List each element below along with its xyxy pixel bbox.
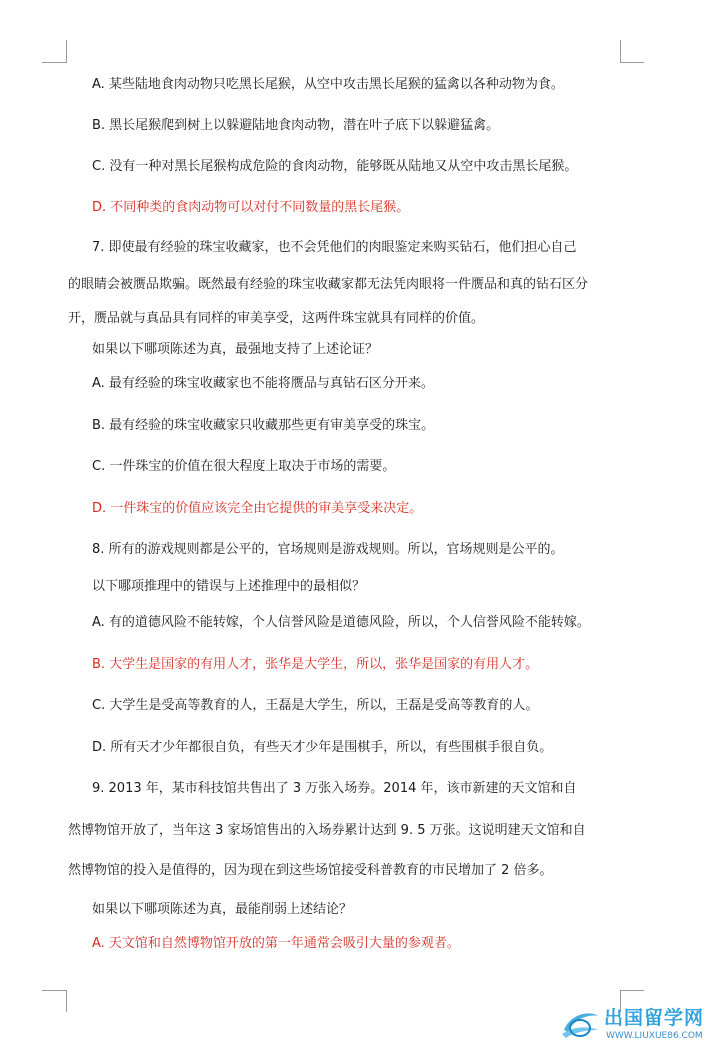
q7-option-a: A. 最有经验的珠宝收藏家也不能将赝品与真钻石区分开来。	[92, 376, 434, 391]
q9-question: 如果以下哪项陈述为真，最能削弱上述结论？	[92, 902, 353, 917]
q9-stem-line-1: 9. 2013 年，某市科技馆共售出了 3 万张入场券。2014 年，该市新建的天文馆和自	[92, 781, 577, 796]
q9-option-a-answer: A. 天文馆和自然博物馆开放的第一年通常会吸引大量的参观者。	[92, 936, 460, 951]
q7-stem-line-1: 7. 即使最有经验的珠宝收藏家，也不会凭他们的肉眼鉴定来购买钻石，他们担心自己	[92, 240, 577, 255]
crop-mark-top-right-h	[620, 62, 644, 63]
q6-option-a: A. 某些陆地食肉动物只吃黑长尾猴，从空中攻击黑长尾猴的猛禽以各种动物为食。	[92, 77, 564, 92]
q7-question: 如果以下哪项陈述为真，最强地支持了上述论证？	[92, 342, 379, 357]
crop-mark-top-left-v	[66, 40, 67, 63]
watermark-title: 出国留学网	[604, 1007, 705, 1029]
crop-mark-top-right-v	[620, 40, 621, 63]
q8-option-b-answer: B. 大学生是国家的有用人才，张华是大学生，所以，张华是国家的有用人才。	[92, 657, 539, 672]
q7-option-c: C. 一件珠宝的价值在很大程度上取决于市场的需要。	[92, 459, 396, 474]
crop-mark-bottom-right-h	[620, 990, 644, 991]
q6-option-b: B. 黑长尾猴爬到树上以躲避陆地食肉动物，潜在叶子底下以躲避猛禽。	[92, 118, 500, 133]
q7-option-d-answer: D. 一件珠宝的价值应该完全由它提供的审美享受来决定。	[92, 501, 423, 516]
q7-stem-line-2: 的眼睛会被赝品欺骗。既然最有经验的珠宝收藏家都无法凭肉眼将一件赝品和真的钻石区分	[68, 277, 589, 292]
watermark	[560, 1006, 716, 1044]
q9-stem-line-2: 然博物馆开放了，当年这 3 家场馆售出的入场券累计达到 9. 5 万张。这说明建天文馆和自	[68, 823, 586, 838]
crop-mark-bottom-left-v	[66, 990, 67, 1012]
watermark-url: WWW.LIUXUE86.COM	[606, 1031, 703, 1041]
q8-question: 以下哪项推理中的错误与上述推理中的最相似？	[92, 579, 366, 594]
q7-stem-line-3: 开，赝品就与真品具有同样的审美享受，这两件珠宝就具有同样的价值。	[68, 311, 485, 326]
q6-option-d-answer: D. 不同种类的食肉动物可以对付不同数量的黑长尾猴。	[92, 200, 410, 215]
q9-stem-line-3: 然博物馆的投入是值得的，因为现在到这些场馆接受科普教育的市民增加了 2 倍多。	[68, 863, 553, 878]
crop-mark-top-left-h	[42, 62, 66, 63]
crop-mark-bottom-left-h	[42, 990, 66, 991]
q8-option-a: A. 有的道德风险不能转嫁，个人信誉风险是道德风险，所以，个人信誉风险不能转嫁。	[92, 615, 590, 630]
q8-stem: 8. 所有的游戏规则都是公平的，官场规则是游戏规则。所以，官场规则是公平的。	[92, 542, 564, 557]
q8-option-c: C. 大学生是受高等教育的人，王磊是大学生，所以，王磊是受高等教育的人。	[92, 698, 539, 713]
q6-option-c: C. 没有一种对黑长尾猴构成危险的食肉动物，能够既从陆地又从空中攻击黑长尾猴。	[92, 159, 578, 174]
q7-option-b: B. 最有经验的珠宝收藏家只收藏那些更有审美享受的珠宝。	[92, 418, 435, 433]
globe-swoosh-icon	[560, 1008, 600, 1042]
q8-option-d: D. 所有天才少年都很自负，有些天才少年是围棋手，所以，有些围棋手很自负。	[92, 740, 553, 755]
